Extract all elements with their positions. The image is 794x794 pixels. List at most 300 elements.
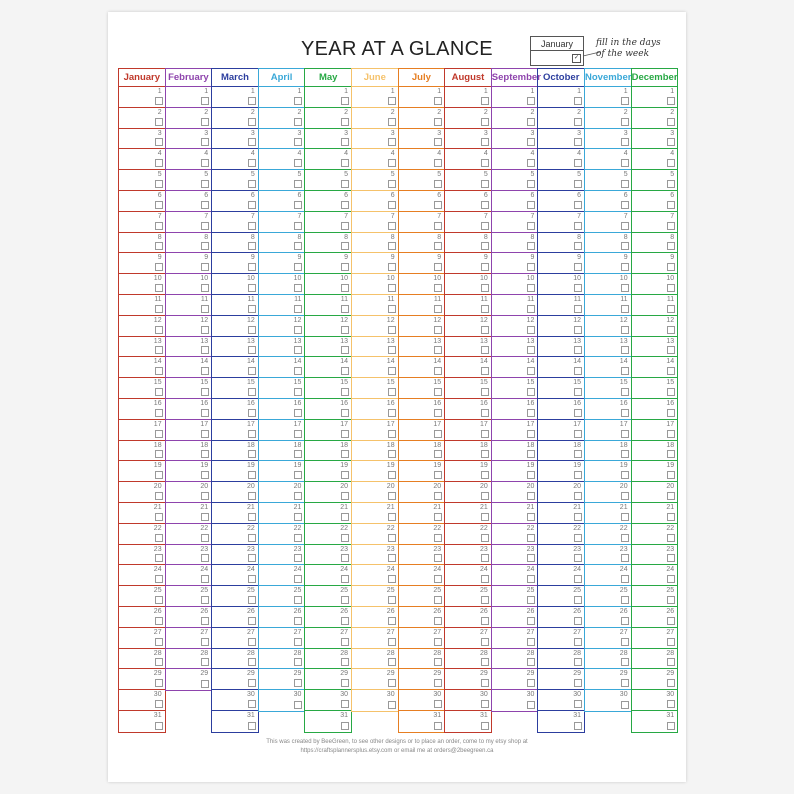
day-cell[interactable]: [538, 607, 584, 628]
day-cell[interactable]: [632, 337, 678, 358]
day-cell[interactable]: [492, 461, 538, 482]
day-cell[interactable]: [492, 337, 538, 358]
day-cell[interactable]: [399, 170, 445, 191]
day-cell[interactable]: [259, 295, 305, 316]
weekday-checkbox[interactable]: [388, 305, 396, 313]
weekday-checkbox[interactable]: [201, 513, 209, 521]
day-cell[interactable]: [399, 316, 445, 337]
weekday-checkbox[interactable]: [201, 222, 209, 230]
weekday-checkbox[interactable]: [155, 180, 163, 188]
day-cell[interactable]: [352, 628, 398, 649]
weekday-checkbox[interactable]: [621, 554, 629, 562]
day-cell[interactable]: [166, 649, 212, 670]
weekday-checkbox[interactable]: [574, 367, 582, 375]
weekday-checkbox[interactable]: [248, 430, 256, 438]
day-cell[interactable]: [632, 129, 678, 150]
weekday-checkbox[interactable]: [481, 471, 489, 479]
day-cell[interactable]: [305, 170, 351, 191]
weekday-checkbox[interactable]: [388, 201, 396, 209]
weekday-checkbox[interactable]: [294, 138, 302, 146]
day-cell[interactable]: [305, 357, 351, 378]
day-cell[interactable]: [259, 669, 305, 690]
weekday-checkbox[interactable]: [155, 679, 163, 687]
day-cell[interactable]: [305, 108, 351, 129]
weekday-checkbox[interactable]: [294, 617, 302, 625]
day-cell[interactable]: [212, 129, 258, 150]
day-cell[interactable]: [352, 586, 398, 607]
day-cell[interactable]: [632, 399, 678, 420]
weekday-checkbox[interactable]: [574, 534, 582, 542]
weekday-checkbox[interactable]: [294, 492, 302, 500]
weekday-checkbox[interactable]: [667, 367, 675, 375]
weekday-checkbox[interactable]: [388, 534, 396, 542]
day-cell[interactable]: [352, 669, 398, 690]
weekday-checkbox[interactable]: [527, 679, 535, 687]
day-cell[interactable]: [212, 586, 258, 607]
day-cell[interactable]: [399, 378, 445, 399]
weekday-checkbox[interactable]: [434, 575, 442, 583]
day-cell[interactable]: [259, 503, 305, 524]
day-cell[interactable]: [212, 503, 258, 524]
day-cell[interactable]: [119, 461, 165, 482]
day-cell[interactable]: [166, 399, 212, 420]
weekday-checkbox[interactable]: [388, 430, 396, 438]
weekday-checkbox[interactable]: [667, 596, 675, 604]
day-cell[interactable]: [538, 690, 584, 711]
day-cell[interactable]: [445, 170, 491, 191]
weekday-checkbox[interactable]: [667, 722, 675, 730]
weekday-checkbox[interactable]: [294, 263, 302, 271]
weekday-checkbox[interactable]: [574, 700, 582, 708]
weekday-checkbox[interactable]: [667, 575, 675, 583]
day-cell[interactable]: [119, 149, 165, 170]
day-cell[interactable]: [119, 482, 165, 503]
weekday-checkbox[interactable]: [388, 97, 396, 105]
weekday-checkbox[interactable]: [294, 326, 302, 334]
weekday-checkbox[interactable]: [248, 388, 256, 396]
day-cell[interactable]: [492, 586, 538, 607]
weekday-checkbox[interactable]: [621, 97, 629, 105]
weekday-checkbox[interactable]: [155, 118, 163, 126]
day-cell[interactable]: [492, 503, 538, 524]
day-cell[interactable]: [492, 274, 538, 295]
weekday-checkbox[interactable]: [201, 430, 209, 438]
weekday-checkbox[interactable]: [155, 409, 163, 417]
day-cell[interactable]: [119, 212, 165, 233]
day-cell[interactable]: [166, 274, 212, 295]
weekday-checkbox[interactable]: [294, 596, 302, 604]
day-cell[interactable]: [492, 628, 538, 649]
weekday-checkbox[interactable]: [434, 97, 442, 105]
weekday-checkbox[interactable]: [248, 326, 256, 334]
weekday-checkbox[interactable]: [621, 388, 629, 396]
weekday-checkbox[interactable]: [155, 138, 163, 146]
day-cell[interactable]: [352, 649, 398, 670]
weekday-checkbox[interactable]: [621, 596, 629, 604]
weekday-checkbox[interactable]: [527, 159, 535, 167]
day-cell[interactable]: [585, 149, 631, 170]
day-cell[interactable]: [259, 191, 305, 212]
day-cell[interactable]: [538, 191, 584, 212]
day-cell[interactable]: [212, 316, 258, 337]
weekday-checkbox[interactable]: [667, 617, 675, 625]
weekday-checkbox[interactable]: [294, 701, 302, 709]
weekday-checkbox[interactable]: [201, 409, 209, 417]
day-cell[interactable]: [166, 253, 212, 274]
day-cell[interactable]: [305, 503, 351, 524]
day-cell[interactable]: [445, 191, 491, 212]
weekday-checkbox[interactable]: [667, 201, 675, 209]
weekday-checkbox[interactable]: [341, 617, 349, 625]
day-cell[interactable]: [212, 337, 258, 358]
day-cell[interactable]: [399, 399, 445, 420]
day-cell[interactable]: [632, 170, 678, 191]
day-cell[interactable]: [632, 711, 678, 732]
day-cell[interactable]: [259, 87, 305, 108]
weekday-checkbox[interactable]: [294, 575, 302, 583]
weekday-checkbox[interactable]: [434, 305, 442, 313]
day-cell[interactable]: [538, 233, 584, 254]
weekday-checkbox[interactable]: [527, 513, 535, 521]
weekday-checkbox[interactable]: [388, 513, 396, 521]
weekday-checkbox[interactable]: [201, 97, 209, 105]
day-cell[interactable]: [119, 649, 165, 670]
day-cell[interactable]: [212, 108, 258, 129]
weekday-checkbox[interactable]: [201, 159, 209, 167]
day-cell[interactable]: [259, 399, 305, 420]
day-cell[interactable]: [305, 149, 351, 170]
day-cell[interactable]: [585, 649, 631, 670]
day-cell[interactable]: [538, 524, 584, 545]
weekday-checkbox[interactable]: [201, 575, 209, 583]
day-cell[interactable]: [399, 545, 445, 566]
day-cell[interactable]: [399, 212, 445, 233]
weekday-checkbox[interactable]: [248, 638, 256, 646]
weekday-checkbox[interactable]: [481, 284, 489, 292]
weekday-checkbox[interactable]: [481, 430, 489, 438]
day-cell[interactable]: [585, 399, 631, 420]
day-cell[interactable]: [632, 441, 678, 462]
weekday-checkbox[interactable]: [341, 201, 349, 209]
day-cell[interactable]: [445, 441, 491, 462]
day-cell[interactable]: [585, 669, 631, 690]
weekday-checkbox[interactable]: [248, 679, 256, 687]
weekday-checkbox[interactable]: [434, 430, 442, 438]
day-cell[interactable]: [305, 378, 351, 399]
day-cell[interactable]: [305, 565, 351, 586]
weekday-checkbox[interactable]: [667, 118, 675, 126]
weekday-checkbox[interactable]: [155, 596, 163, 604]
weekday-checkbox[interactable]: [155, 617, 163, 625]
weekday-checkbox[interactable]: [294, 97, 302, 105]
day-cell[interactable]: [492, 565, 538, 586]
weekday-checkbox[interactable]: [527, 118, 535, 126]
day-cell[interactable]: [166, 586, 212, 607]
weekday-checkbox[interactable]: [248, 575, 256, 583]
weekday-checkbox[interactable]: [574, 679, 582, 687]
weekday-checkbox[interactable]: [388, 596, 396, 604]
weekday-checkbox[interactable]: [667, 180, 675, 188]
day-cell[interactable]: [492, 607, 538, 628]
day-cell[interactable]: [352, 545, 398, 566]
weekday-checkbox[interactable]: [294, 534, 302, 542]
day-cell[interactable]: [305, 441, 351, 462]
weekday-checkbox[interactable]: [481, 554, 489, 562]
weekday-checkbox[interactable]: [155, 159, 163, 167]
weekday-checkbox[interactable]: [388, 326, 396, 334]
day-cell[interactable]: [445, 420, 491, 441]
weekday-checkbox[interactable]: [294, 679, 302, 687]
weekday-checkbox[interactable]: [388, 409, 396, 417]
day-cell[interactable]: [212, 87, 258, 108]
day-cell[interactable]: [166, 628, 212, 649]
weekday-checkbox[interactable]: [667, 138, 675, 146]
day-cell[interactable]: [399, 607, 445, 628]
weekday-checkbox[interactable]: [574, 305, 582, 313]
day-cell[interactable]: [632, 149, 678, 170]
day-cell[interactable]: [585, 565, 631, 586]
weekday-checkbox[interactable]: [481, 596, 489, 604]
day-cell[interactable]: [352, 87, 398, 108]
weekday-checkbox[interactable]: [341, 450, 349, 458]
weekday-checkbox[interactable]: [621, 409, 629, 417]
weekday-checkbox[interactable]: [155, 97, 163, 105]
weekday-checkbox[interactable]: [481, 180, 489, 188]
day-cell[interactable]: [585, 690, 631, 711]
weekday-checkbox[interactable]: [667, 242, 675, 250]
day-cell[interactable]: [632, 607, 678, 628]
weekday-checkbox[interactable]: [481, 409, 489, 417]
day-cell[interactable]: [352, 108, 398, 129]
weekday-checkbox[interactable]: [294, 471, 302, 479]
weekday-checkbox[interactable]: [667, 430, 675, 438]
day-cell[interactable]: [259, 649, 305, 670]
day-cell[interactable]: [492, 482, 538, 503]
weekday-checkbox[interactable]: [294, 658, 302, 666]
weekday-checkbox[interactable]: [434, 617, 442, 625]
day-cell[interactable]: [305, 586, 351, 607]
day-cell[interactable]: [259, 565, 305, 586]
weekday-checkbox[interactable]: [155, 201, 163, 209]
day-cell[interactable]: [538, 129, 584, 150]
weekday-checkbox[interactable]: [527, 138, 535, 146]
weekday-checkbox[interactable]: [248, 471, 256, 479]
day-cell[interactable]: [352, 337, 398, 358]
day-cell[interactable]: [585, 108, 631, 129]
day-cell[interactable]: [399, 149, 445, 170]
day-cell[interactable]: [305, 129, 351, 150]
weekday-checkbox[interactable]: [294, 159, 302, 167]
weekday-checkbox[interactable]: [294, 201, 302, 209]
day-cell[interactable]: [585, 378, 631, 399]
day-cell[interactable]: [119, 441, 165, 462]
day-cell[interactable]: [305, 482, 351, 503]
day-cell[interactable]: [212, 274, 258, 295]
weekday-checkbox[interactable]: [667, 305, 675, 313]
weekday-checkbox[interactable]: [481, 388, 489, 396]
day-cell[interactable]: [538, 170, 584, 191]
day-cell[interactable]: [445, 524, 491, 545]
weekday-checkbox[interactable]: [341, 159, 349, 167]
weekday-checkbox[interactable]: [155, 263, 163, 271]
weekday-checkbox[interactable]: [341, 679, 349, 687]
weekday-checkbox[interactable]: [341, 638, 349, 646]
day-cell[interactable]: [119, 524, 165, 545]
day-cell[interactable]: [399, 690, 445, 711]
day-cell[interactable]: [399, 649, 445, 670]
day-cell[interactable]: [259, 545, 305, 566]
day-cell[interactable]: [259, 441, 305, 462]
day-cell[interactable]: [445, 503, 491, 524]
weekday-checkbox[interactable]: [155, 284, 163, 292]
weekday-checkbox[interactable]: [527, 471, 535, 479]
day-cell[interactable]: [259, 212, 305, 233]
weekday-checkbox[interactable]: [294, 388, 302, 396]
day-cell[interactable]: [305, 607, 351, 628]
weekday-checkbox[interactable]: [667, 326, 675, 334]
weekday-checkbox[interactable]: [574, 450, 582, 458]
weekday-checkbox[interactable]: [434, 367, 442, 375]
weekday-checkbox[interactable]: [481, 326, 489, 334]
weekday-checkbox[interactable]: [341, 263, 349, 271]
weekday-checkbox[interactable]: [481, 492, 489, 500]
day-cell[interactable]: [538, 669, 584, 690]
weekday-checkbox[interactable]: [481, 722, 489, 730]
weekday-checkbox[interactable]: [527, 388, 535, 396]
weekday-checkbox[interactable]: [341, 222, 349, 230]
day-cell[interactable]: [492, 149, 538, 170]
day-cell[interactable]: [399, 420, 445, 441]
weekday-checkbox[interactable]: [201, 138, 209, 146]
day-cell[interactable]: [119, 378, 165, 399]
day-cell[interactable]: [352, 503, 398, 524]
weekday-checkbox[interactable]: [294, 222, 302, 230]
day-cell[interactable]: [352, 357, 398, 378]
weekday-checkbox[interactable]: [527, 638, 535, 646]
weekday-checkbox[interactable]: [155, 700, 163, 708]
day-cell[interactable]: [632, 378, 678, 399]
weekday-checkbox[interactable]: [621, 159, 629, 167]
weekday-checkbox[interactable]: [248, 554, 256, 562]
day-cell[interactable]: [585, 129, 631, 150]
day-cell[interactable]: [259, 129, 305, 150]
day-cell[interactable]: [538, 586, 584, 607]
day-cell[interactable]: [399, 628, 445, 649]
day-cell[interactable]: [538, 711, 584, 732]
day-cell[interactable]: [119, 170, 165, 191]
day-cell[interactable]: [585, 87, 631, 108]
day-cell[interactable]: [352, 461, 398, 482]
weekday-checkbox[interactable]: [667, 409, 675, 417]
day-cell[interactable]: [352, 170, 398, 191]
day-cell[interactable]: [632, 524, 678, 545]
weekday-checkbox[interactable]: [481, 658, 489, 666]
weekday-checkbox[interactable]: [481, 617, 489, 625]
day-cell[interactable]: [305, 399, 351, 420]
weekday-checkbox[interactable]: [201, 284, 209, 292]
weekday-checkbox[interactable]: [201, 658, 209, 666]
weekday-checkbox[interactable]: [341, 596, 349, 604]
day-cell[interactable]: [445, 108, 491, 129]
weekday-checkbox[interactable]: [434, 554, 442, 562]
day-cell[interactable]: [166, 524, 212, 545]
weekday-checkbox[interactable]: [388, 575, 396, 583]
weekday-checkbox[interactable]: [248, 284, 256, 292]
day-cell[interactable]: [632, 482, 678, 503]
day-cell[interactable]: [632, 295, 678, 316]
weekday-checkbox[interactable]: [248, 263, 256, 271]
day-cell[interactable]: [305, 420, 351, 441]
day-cell[interactable]: [212, 149, 258, 170]
weekday-checkbox[interactable]: [434, 284, 442, 292]
day-cell[interactable]: [119, 503, 165, 524]
weekday-checkbox[interactable]: [294, 346, 302, 354]
weekday-checkbox[interactable]: [667, 513, 675, 521]
day-cell[interactable]: [445, 669, 491, 690]
day-cell[interactable]: [399, 482, 445, 503]
weekday-checkbox[interactable]: [294, 513, 302, 521]
weekday-checkbox[interactable]: [388, 701, 396, 709]
weekday-checkbox[interactable]: [434, 492, 442, 500]
weekday-checkbox[interactable]: [248, 722, 256, 730]
weekday-checkbox[interactable]: [621, 346, 629, 354]
weekday-checkbox[interactable]: [527, 201, 535, 209]
weekday-checkbox[interactable]: [621, 471, 629, 479]
day-cell[interactable]: [399, 274, 445, 295]
day-cell[interactable]: [632, 212, 678, 233]
day-cell[interactable]: [119, 690, 165, 711]
weekday-checkbox[interactable]: [155, 513, 163, 521]
day-cell[interactable]: [212, 690, 258, 711]
weekday-checkbox[interactable]: [621, 180, 629, 188]
day-cell[interactable]: [305, 711, 351, 732]
weekday-checkbox[interactable]: [621, 430, 629, 438]
day-cell[interactable]: [492, 253, 538, 274]
weekday-checkbox[interactable]: [341, 284, 349, 292]
weekday-checkbox[interactable]: [155, 346, 163, 354]
weekday-checkbox[interactable]: [341, 700, 349, 708]
weekday-checkbox[interactable]: [574, 118, 582, 126]
weekday-checkbox[interactable]: [434, 450, 442, 458]
weekday-checkbox[interactable]: [388, 492, 396, 500]
weekday-checkbox[interactable]: [574, 138, 582, 146]
day-cell[interactable]: [445, 233, 491, 254]
day-cell[interactable]: [352, 191, 398, 212]
weekday-checkbox[interactable]: [388, 388, 396, 396]
day-cell[interactable]: [399, 711, 445, 732]
weekday-checkbox[interactable]: [527, 97, 535, 105]
weekday-checkbox[interactable]: [574, 97, 582, 105]
day-cell[interactable]: [585, 316, 631, 337]
day-cell[interactable]: [212, 212, 258, 233]
day-cell[interactable]: [305, 461, 351, 482]
day-cell[interactable]: [538, 212, 584, 233]
day-cell[interactable]: [492, 441, 538, 462]
day-cell[interactable]: [352, 607, 398, 628]
day-cell[interactable]: [585, 191, 631, 212]
day-cell[interactable]: [166, 482, 212, 503]
day-cell[interactable]: [166, 191, 212, 212]
weekday-checkbox[interactable]: [574, 596, 582, 604]
weekday-checkbox[interactable]: [621, 658, 629, 666]
day-cell[interactable]: [585, 253, 631, 274]
weekday-checkbox[interactable]: [341, 554, 349, 562]
day-cell[interactable]: [259, 586, 305, 607]
day-cell[interactable]: [212, 545, 258, 566]
weekday-checkbox[interactable]: [527, 263, 535, 271]
weekday-checkbox[interactable]: [155, 242, 163, 250]
weekday-checkbox[interactable]: [574, 554, 582, 562]
